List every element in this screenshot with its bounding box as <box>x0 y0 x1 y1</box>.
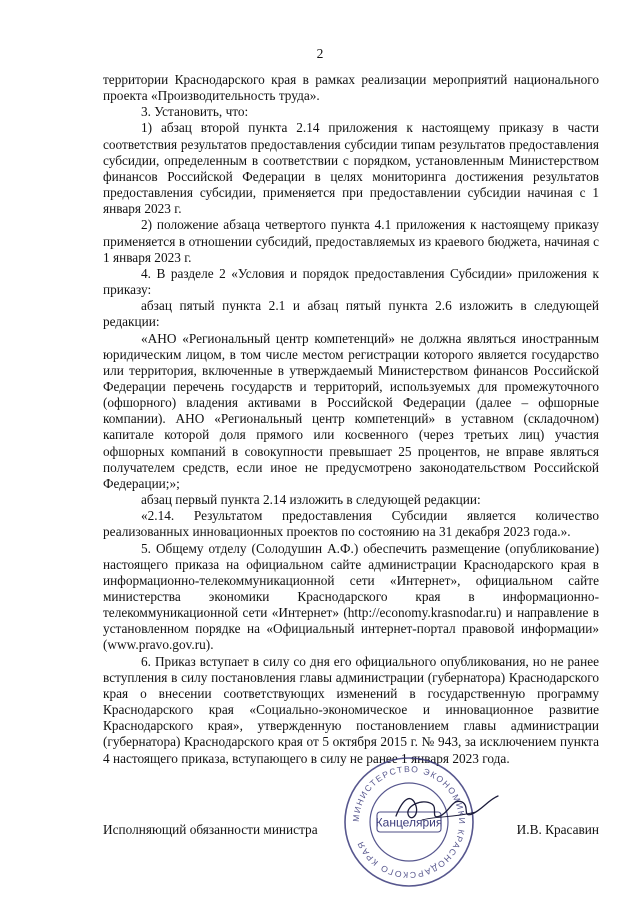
stamp-ring-text: МИНИСТЕРСТВО ЭКОНОМИКИ КРАСНОДАРСКОГО КРАЯ <box>350 763 468 881</box>
paragraph-5: 4. В разделе 2 «Условия и порядок предоставления Субсидии» приложения к приказу: <box>103 265 599 298</box>
paragraph-2: 3. Установить, что: <box>141 104 249 120</box>
paragraph-1: территории Краснодарского края в рамках реализации мероприятий национального проекта «Производительность труда». <box>103 72 599 104</box>
paragraph-7: «АНО «Региональный центр компетенций» не должна являться иностранным юридическим лицом, в том числе местом регистрации которого является государство или территория, включенные в утверждаемый Министерством финансов Российской Федерации перечень государств и территорий, используемых для промежуточного (офшорного) владения активами в Российской Федерации (далее – офшорные компании). АНО «Региональный центр компетенций» в уставном (складочном) капитале которой доля прямого или косвенного (через третьих лиц) участия офшорных компаний в совокупности превышает 25 процентов, не вправе являться получателем средств, если иное не предусмотрено законодательством Российской Федерации;»; <box>103 330 599 491</box>
handwritten-signature <box>392 786 502 830</box>
stamp-center-text: Канцелярия <box>375 815 443 830</box>
paragraph-10: 5. Общему отделу (Солодушин А.Ф.) обеспечить размещение (опубликование) настоящего приказа на официальном сайте администрации Краснодарского края в информационно-телекоммуникационной сети «Интернет», официальном сайте министерства экономики Краснодарского края в информационно-телекоммуникационной сети «Интернет» (http://economy.krasnodar.ru) и направление в установленном порядке на «Официальный интернет-портал правовой информации» (www.pravo.gov.ru). <box>103 540 599 653</box>
document-body <box>103 72 599 767</box>
signatory-position: Исполняющий обязанности министра <box>103 822 318 837</box>
paragraph-3: 1) абзац второй пункта 2.14 приложения к настоящему приказу в части соответствия результатов предоставления субсидии типам результатов предоставления субсидии, определенным в соответствии с порядком, установленным Министерством финансов Российской Федерации в целях мониторинга достижения результатов предоставления субсидии, применяется при предоставлении субсидии начиная с 1 января 2023 г. <box>103 120 599 217</box>
paragraph-9: «2.14. Результатом предоставления Субсидии является количество реализованных инновационных проектов по состоянию на 31 декабря 2023 года.». <box>103 508 599 540</box>
page-number: 2 <box>316 46 324 61</box>
paragraph-8: абзац первый пункта 2.14 изложить в следующей редакции: <box>141 492 481 508</box>
paragraph-11: 6. Приказ вступает в силу со дня его официального опубликования, но не ранее вступления в силу постановления главы администрации (губернатора) Краснодарского края о внесении соответствующих изменений в государственную программу Краснодарского края «Социально-экономическое и инновационное развитие Краснодарского края», утвержденную постановлением главы администрации (губернатора) Краснодарского края от 5 октября 2015 г. № 943, за исключением пункта 4 настоящего приказа, вступающего в силу не ранее 1 января 2023 года. <box>103 653 599 766</box>
signatory-name: И.В. Красавин <box>516 822 599 837</box>
paragraph-4: 2) положение абзаца четвертого пункта 4.1 приложения к настоящему приказу применяется в отношении субсидий, предоставляемых из краевого бюджета, начиная с 1 января 2023 г. <box>103 217 599 265</box>
paragraph-6: абзац пятый пункта 2.1 и абзац пятый пункта 2.6 изложить в следующей редакции: <box>103 298 599 330</box>
